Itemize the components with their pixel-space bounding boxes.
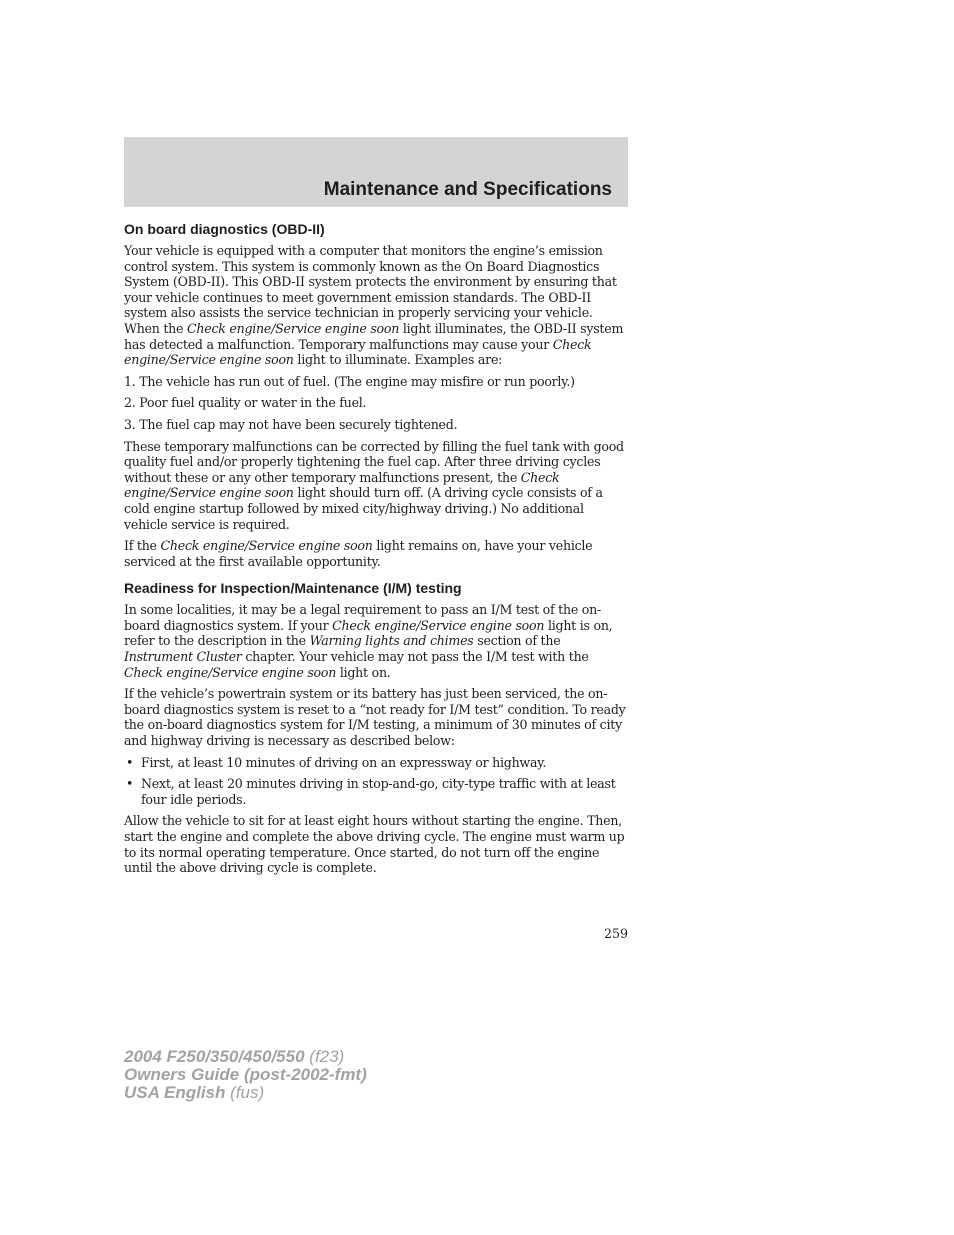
section-header-band (124, 137, 628, 207)
section-title: Maintenance and Specifications (323, 179, 612, 200)
driving-requirements-list (124, 755, 630, 808)
document-footer (124, 1048, 367, 1102)
warning-light-name: Check engine/Service engine soon (124, 469, 560, 501)
warning-light-name: Check engine/Service engine soon (124, 664, 337, 680)
im-intro-paragraph: In some localities, it may be a legal requirement to pass an I/M test of the on-board diagnostics system. If your Check engine/Service engine soon light is on, refer to the description in the Warning lights and chimes section of the Instrument Cluster chapter. Your vehicle may not pass the I/M test with the Check engine/Service engine soon light on. (124, 602, 613, 680)
footer-language-line: USA English (fus) (124, 1083, 265, 1102)
heading-im-testing: Readiness for Inspection/Maintenance (I/M) testing (124, 580, 462, 597)
cross-reference: Instrument Cluster (124, 649, 242, 665)
footer-model-line: 2004 F250/350/450/550 (f23) (124, 1047, 345, 1066)
page-content (124, 220, 630, 882)
warning-light-name: Check engine/Service engine soon (124, 336, 592, 368)
obd-service-paragraph: If the Check engine/Service engine soon light remains on, have your vehicle serviced at the first available opportunity. (124, 538, 593, 569)
cross-reference: Warning lights and chimes (309, 633, 474, 649)
bullet-icon: • (126, 754, 134, 770)
bullet-icon: • (126, 776, 134, 792)
obd-correction-paragraph: These temporary malfunctions can be corrected by filling the fuel tank with good quality fuel and/or properly tightening the fuel cap. After three driving cycles without these or any other temporary malfunctions present, the Check engine/Service engine soon light should turn off. (A driving cycle consists of a cold engine startup followed by mixed city/highway driving.) No additional vehicle service is required. (124, 438, 624, 532)
obd-intro-paragraph: Your vehicle is equipped with a computer that monitors the engine’s emission control system. This system is commonly known as the On Board Diagnostics System (OBD-II). This OBD-II system protects the environment by ensuring that your vehicle continues to meet government emission standards. The OBD-II system also assists the service technician in properly servicing your vehicle. When the Check engine/Service engine soon light illuminates, the OBD-II system has detected a malfunction. Temporary malfunctions may cause your Check engine/Service engine soon light to illuminate. Examples are: (124, 243, 624, 368)
im-reset-paragraph: If the vehicle’s powertrain system or its battery has just been serviced, the on-board diagnostics system is reset to a “not ready for I/M test” condition. To ready the on-board diagnostics system for I/M testing, a minimum of 30 minutes of city and highway driving is necessary as described below: (124, 686, 626, 749)
footer-guide-line: Owners Guide (post-2002-fmt) (124, 1065, 367, 1084)
heading-obd: On board diagnostics (OBD-II) (124, 221, 325, 237)
example-item: 2. Poor fuel quality or water in the fuel. (124, 395, 367, 411)
warning-light-name: Check engine/Service engine soon (187, 320, 400, 336)
page-number: 259 (603, 926, 628, 941)
im-drive-cycle-paragraph: Allow the vehicle to sit for at least eight hours without starting the engine. Then, start the engine and complete the above driving cycle. The engine must warm up to its normal operating temperature. Once started, do not turn off the engine until the above driving cycle is complete. (124, 813, 625, 876)
list-item: • Next, at least 20 minutes driving in stop-and-go, city-type traffic with at least four idle periods. (126, 776, 616, 807)
example-item: 3. The fuel cap may not have been securely tightened. (124, 416, 458, 432)
warning-light-name: Check engine/Service engine soon (160, 538, 373, 554)
example-item: 1. The vehicle has run out of fuel. (The engine may misfire or run poorly.) (124, 373, 575, 389)
list-item: • First, at least 10 minutes of driving on an expressway or highway. (126, 754, 547, 770)
warning-light-name: Check engine/Service engine soon (332, 617, 545, 633)
